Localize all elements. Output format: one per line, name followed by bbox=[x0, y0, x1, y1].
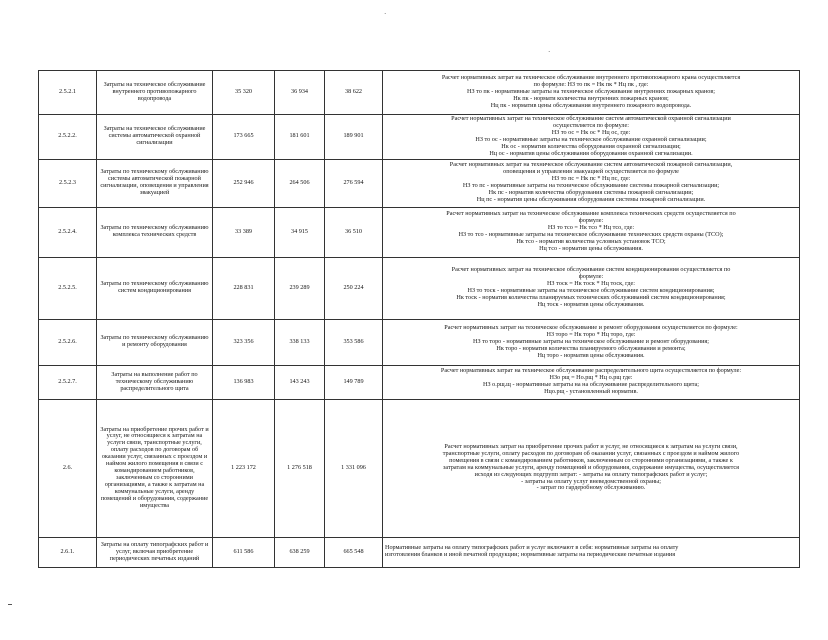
description-line: Нормативные затраты на оплату типографских работ и услуг включают в себя: нормативные затраты на оплату bbox=[385, 544, 679, 552]
amount-year-1: 33 389 bbox=[213, 207, 275, 257]
amount-year-3: 1 331 096 bbox=[325, 399, 383, 537]
description-line: НЗ то ос = Нк ос * Нц ос, где: bbox=[551, 128, 631, 136]
description-line: Нк торо - норматив количества планируемого обслуживания и ремонта; bbox=[496, 344, 686, 352]
calculation-description bbox=[383, 207, 800, 257]
amount-year-3: 353 586 bbox=[325, 319, 383, 365]
calculation-description bbox=[383, 319, 800, 365]
amount-year-1: 252 946 bbox=[213, 159, 275, 207]
table-row bbox=[39, 319, 800, 365]
description-line: Расчет нормативных затрат на техническое обслуживание комплекса технических средств осуществляется по bbox=[446, 210, 736, 218]
description-line: транспортные услуги, оплату расходов по договорам об оказании услуг, связанных с проездом и наймом жилого bbox=[442, 449, 740, 457]
row-code: 2.5.2.4. bbox=[39, 207, 97, 257]
description-line: НЗ то торо - нормативные затраты на техническое обслуживание и ремонт оборудования; bbox=[472, 337, 709, 345]
cost-item-name: Затраты на техническое обслуживание внутреннего противопожарного водопровода bbox=[97, 71, 213, 115]
description-line: формуле: bbox=[578, 273, 604, 281]
calculation-description bbox=[383, 257, 800, 319]
cost-item-name: Затраты по техническому обслуживанию комплекса технических средств bbox=[97, 207, 213, 257]
description-line: Расчет нормативных затрат на техническое обслуживание систем автоматической пожарной сигнализации, bbox=[449, 161, 733, 169]
amount-year-3: 36 510 bbox=[325, 207, 383, 257]
description-line: Нк тоск - норматив количества планируемых технических обслуживаний систем кондиционирования; bbox=[456, 294, 726, 302]
row-code: 2.6. bbox=[39, 399, 97, 537]
amount-year-1: 323 356 bbox=[213, 319, 275, 365]
description-line: Расчет нормативных затрат на техническое обслуживание внутреннего противопожарного крана осуществляется bbox=[441, 74, 741, 82]
amount-year-1: 173 665 bbox=[213, 115, 275, 160]
description-line: НЗ то тсо = Нк тсо * Нц тсо, где: bbox=[547, 224, 635, 232]
budget-norms-table bbox=[38, 70, 800, 568]
table-row bbox=[39, 537, 800, 567]
description-line: изготовления бланков и иной печатной продукции; нормативные затраты на периодические печатные издания bbox=[385, 551, 676, 559]
row-code: 2.5.2.5. bbox=[39, 257, 97, 319]
description-line: НЗ торо = Нк торо * Нц торо, где: bbox=[546, 330, 636, 338]
table-row bbox=[39, 159, 800, 207]
amount-year-3: 149 789 bbox=[325, 365, 383, 399]
description-line: НЗ то пс = Нк пс * Нц пс, где: bbox=[551, 175, 631, 183]
description-line: Нц пк - норматив цены обслуживания внутреннего пожарного водопровода. bbox=[490, 101, 692, 109]
row-code: 2.5.2.7. bbox=[39, 365, 97, 399]
cost-item-name: Затраты на техническое обслуживание системы автоматической охранной сигнализации bbox=[97, 115, 213, 160]
calculation-description bbox=[383, 399, 800, 537]
amount-year-2: 338 133 bbox=[275, 319, 325, 365]
description-line: осуществляется по формуле: bbox=[553, 121, 629, 129]
description-line: Расчет нормативных затрат на техническое обслуживание систем кондиционирования осуществляется по bbox=[451, 266, 731, 274]
amount-year-1: 35 320 bbox=[213, 71, 275, 115]
amount-year-1: 136 983 bbox=[213, 365, 275, 399]
description-line: Нц тсо - норматив цены обслуживания. bbox=[539, 245, 643, 252]
calculation-description bbox=[383, 159, 800, 207]
description-line: помещения в связи с командированием работников, заключенным со сторонними организациями, а также к bbox=[449, 456, 733, 464]
description-line: НЗ то тсо - нормативные затраты на техническое обслуживание технических средств охраны (ТСО); bbox=[458, 231, 724, 239]
amount-year-1: 611 586 bbox=[213, 537, 275, 567]
description-line: НЗ то пс - нормативные затраты на техническое обслуживание системы пожарной сигнализации; bbox=[462, 182, 720, 190]
description-line: - затраты на оплату услуг вневедомственной охраны; bbox=[521, 477, 661, 485]
description-line: Нц торо - норматив цены обслуживания. bbox=[537, 351, 645, 359]
table-row bbox=[39, 399, 800, 537]
table-row bbox=[39, 115, 800, 160]
amount-year-1: 1 223 172 bbox=[213, 399, 275, 537]
cost-item-name: Затраты на выполнение работ по техническому обслуживанию распределительного щита bbox=[97, 365, 213, 399]
amount-year-2: 36 934 bbox=[275, 71, 325, 115]
description-line: оповещения и управления эвакуацией осуществляется по формуле bbox=[503, 168, 679, 176]
amount-year-2: 239 289 bbox=[275, 257, 325, 319]
calculation-description bbox=[383, 115, 800, 160]
description-line: Нц пс - норматив цены обслуживания оборудования системы пожарной сигнализации. bbox=[476, 196, 706, 203]
description-line: Нцо.рщ - установленный норматив. bbox=[544, 388, 638, 396]
cost-item-name: Затраты на приобретение прочих работ и услуг, не относящиеся к затратам на услуги связи, транспортные услуги, оплату расходов по договорам об оказании услуг, связанных с проездом и наймом жилого помещения в связи с командированием работников, заключенным со сторонними организациями, а также к затратам на коммунальные услуги, аренду помещений и оборудования, содержание имущества bbox=[97, 399, 213, 537]
amount-year-2: 1 276 518 bbox=[275, 399, 325, 537]
cost-item-name: Затраты на оплату типографских работ и услуг, включая приобретение периодических печатных изданий bbox=[97, 537, 213, 567]
description-line: Расчет нормативных затрат на техническое обслуживание распределительного щита осуществляется по формуле: bbox=[440, 367, 742, 375]
table-row bbox=[39, 365, 800, 399]
amount-year-3: 665 548 bbox=[325, 537, 383, 567]
scan-speck-top: · bbox=[384, 10, 387, 18]
calculation-description bbox=[383, 71, 800, 115]
table-row bbox=[39, 257, 800, 319]
amount-year-2: 181 601 bbox=[275, 115, 325, 160]
description-line: Расчет нормативных затрат на техническое обслуживание и ремонт оборудования осуществляется по формуле: bbox=[444, 323, 738, 331]
description-line: Нк тсо - норматив количества условных установок ТСО; bbox=[516, 238, 666, 246]
amount-year-2: 264 506 bbox=[275, 159, 325, 207]
amount-year-2: 143 243 bbox=[275, 365, 325, 399]
description-line: Расчет нормативных затрат на приобретение прочих работ и услуг, не относящиеся к затратам на услуги связи, bbox=[444, 442, 738, 450]
description-line: Нц тоск - норматив цены обслуживания. bbox=[537, 301, 645, 308]
row-code: 2.5.2.1 bbox=[39, 71, 97, 115]
description-line: НЗ тоск = Нк тоск * Нц тоск, где: bbox=[546, 280, 636, 288]
description-line: Нц ос - норматив цены обслуживания оборудования охранной сигнализации. bbox=[489, 149, 693, 157]
description-line: затратам на коммунальные услуги, аренду помещений и оборудования, содержание имущества, осуществляется bbox=[442, 463, 740, 471]
description-line: НЗ то ос - нормативные затраты на техническое обслуживание охранной сигнализации; bbox=[475, 135, 707, 143]
cost-item-name: Затраты по техническому обслуживанию системы автоматической пожарной сигнализации, оповещения и управления эвакуацией bbox=[97, 159, 213, 207]
description-line: Нк пс - норматив количества оборудования системы пожарной сигнализации; bbox=[488, 189, 694, 197]
calculation-description bbox=[383, 365, 800, 399]
table-body bbox=[39, 71, 800, 568]
description-line: НЗ то тоск - нормативные затраты на техническое обслуживание систем кондиционирования; bbox=[467, 287, 715, 295]
amount-year-1: 228 831 bbox=[213, 257, 275, 319]
amount-year-2: 34 915 bbox=[275, 207, 325, 257]
row-code: 2.6.1. bbox=[39, 537, 97, 567]
description-line: НЗо рщ = Но.рщ * Нц о.рщ где: bbox=[549, 374, 633, 382]
amount-year-3: 250 224 bbox=[325, 257, 383, 319]
description-line: НЗ то пк - нормативные затраты на техническое обслуживание внутренних пожарных кранов; bbox=[467, 88, 715, 96]
amount-year-3: 38 622 bbox=[325, 71, 383, 115]
description-line: Расчет нормативных затрат на техническое обслуживание систем автоматической охранной сигнализации bbox=[451, 115, 731, 122]
calculation-description bbox=[383, 537, 800, 567]
description-line: Нк ос - норматив количества оборудования охранной сигнализации; bbox=[501, 142, 681, 150]
description-line: формуле: bbox=[578, 217, 604, 225]
amount-year-3: 189 901 bbox=[325, 115, 383, 160]
description-line: Нк пк - нормати количества внутренних пожарных кранов; bbox=[513, 94, 669, 102]
scan-edge-mark bbox=[8, 604, 12, 605]
table-row bbox=[39, 71, 800, 115]
cost-item-name: Затраты по техническому обслуживанию и ремонту оборудования bbox=[97, 319, 213, 365]
table-row bbox=[39, 207, 800, 257]
description-line: исходя из следующих подгрупп затрат: - затраты на оплату типографских работ и услуг; bbox=[474, 470, 708, 478]
description-line: - затрат по гардеробному обслуживанию. bbox=[536, 484, 646, 492]
row-code: 2.5.2.3 bbox=[39, 159, 97, 207]
amount-year-2: 638 259 bbox=[275, 537, 325, 567]
row-code: 2.5.2.6. bbox=[39, 319, 97, 365]
description-line: НЗ о.рщ.щ - нормативные затраты на на обслуживание распределительного щита; bbox=[483, 381, 699, 389]
row-code: 2.5.2.2. bbox=[39, 115, 97, 160]
description-line: по формуле: НЗ то пк = Нк пк * Нц пк , где: bbox=[533, 81, 649, 89]
amount-year-3: 276 594 bbox=[325, 159, 383, 207]
cost-item-name: Затраты по техническому обслуживанию систем кондиционирования bbox=[97, 257, 213, 319]
scan-speck-right: · bbox=[548, 48, 551, 56]
